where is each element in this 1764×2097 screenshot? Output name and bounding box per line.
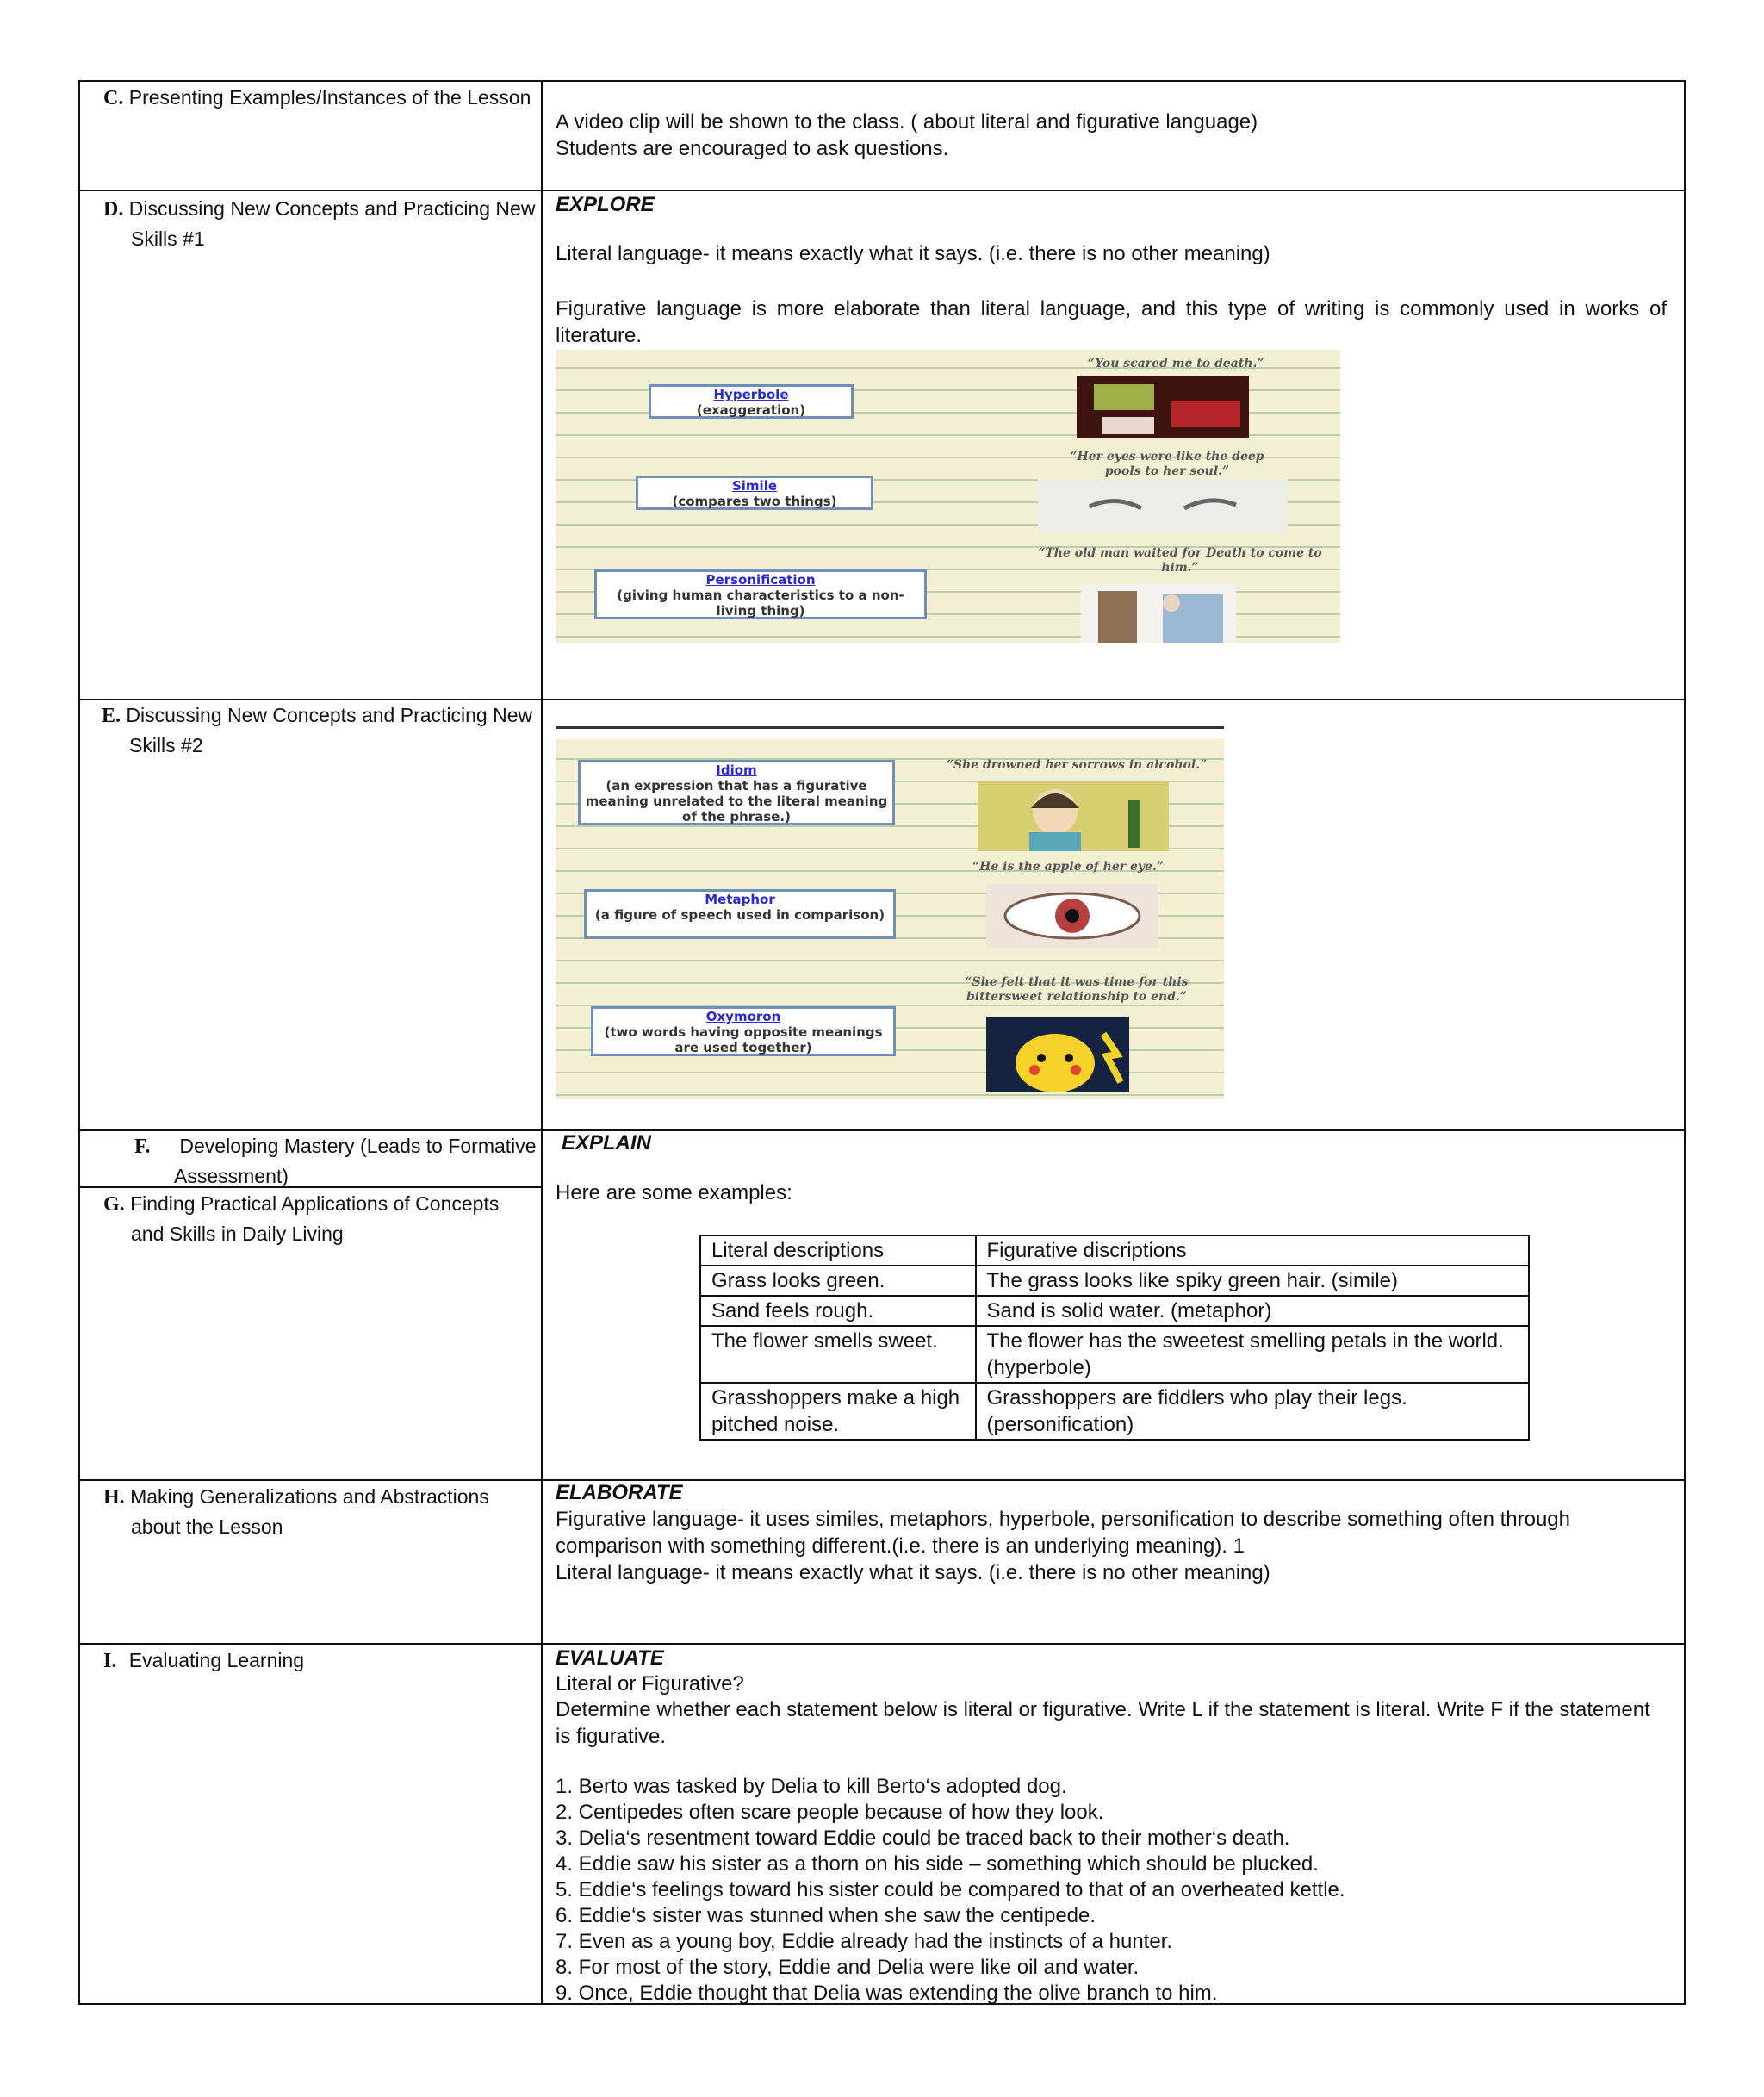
row-f-label-line-2: Assessment) [174,1165,289,1187]
list-item: 8. For most of the story, Eddie and Delia were like oil and water. [556,1956,1140,1979]
table-cell: Grass looks green. [700,1266,976,1296]
metaphor-desc: (a figure of speech used in comparison) [594,907,885,923]
row-c-content [556,109,1667,162]
list-item: 1. Berto was tasked by Delia to kill Berto‘s adopted dog. [556,1775,1067,1798]
graphic-2-top-rule [556,726,1224,729]
figurative-graphic-2 [556,739,1224,1099]
table-cell: Grasshoppers are fiddlers who play their legs. (personification) [976,1383,1530,1440]
row-e-label-line-2: Skills #2 [129,734,203,756]
row-c-label-text: Presenting Examples/Instances of the Lesson [128,86,531,109]
examples-table [699,1235,1530,1441]
row-g-intro: Here are some examples: [556,1181,792,1204]
idiom-box [578,760,895,825]
row-h-literal: Literal language- it means exactly what it says. (i.e. there is no other meaning) [556,1561,1270,1584]
row-f-letter: F. [134,1136,151,1158]
row-i-label-text: Evaluating Learning [128,1649,305,1671]
hyperbole-image [1077,376,1249,438]
row-i-label [103,1646,538,1676]
hyperbole-quote: “You scared me to death.” [1087,357,1264,370]
simile-box [636,476,873,510]
row-divider-c-d [78,190,1686,191]
personification-box [594,569,927,619]
row-d-letter: D. [103,198,124,221]
oxymoron-quote: “She felt that it was time for this bittersweet relationship to end.” [965,975,1189,1004]
personification-quote: “The old man waited for Death to come to him.” [1038,546,1322,575]
row-h-letter: H. [103,1486,125,1509]
row-f-label-line-1: Developing Mastery (Leads to Formative [179,1135,537,1157]
table-cell: Sand feels rough. [700,1296,976,1326]
row-h-header: ELABORATE [556,1481,683,1504]
row-i-instructions: Determine whether each statement below is literal or figurative. Write L if the statement is literal. Write F if the statement is figurative. [556,1698,1650,1748]
row-g-label-line-1: Finding Practical Applications of Concepts [130,1192,500,1215]
table-header-literal: Literal descriptions [700,1235,976,1266]
simile-quote: “Her eyes were like the deep pools to her soul.” [1070,450,1264,478]
table-cell: Sand is solid water. (metaphor) [976,1296,1530,1326]
row-g-label-line-2: and Skills in Daily Living [131,1223,344,1245]
table-row [700,1383,1529,1440]
list-item: 4. Eddie saw his sister as a thorn on his side – something which should be plucked. [556,1852,1319,1876]
row-divider-h-i [78,1643,1686,1645]
row-c-line-1: A video clip will be shown to the class. ( about literal and figurative language) [556,110,1258,134]
hyperbole-box [649,384,854,419]
idiom-desc: (an expression that has a figurative meaning unrelated to the literal meaning of the phrase.) [585,778,888,824]
row-c-letter: C. [103,87,124,109]
personification-desc: (giving human characteristics to a non-living thing) [617,588,904,619]
metaphor-eye-image [986,884,1158,948]
row-g-label [103,1189,538,1248]
row-i-header: EVALUATE [556,1646,664,1670]
row-i-question: Literal or Figurative? [556,1672,744,1696]
list-item: 7. Even as a young boy, Eddie already had the instincts of a hunter. [556,1930,1173,1953]
row-e-letter: E. [102,705,121,727]
table-border-left [78,80,80,2005]
hyperbole-desc: (exaggeration) [696,402,806,418]
figurative-graphic-1 [556,350,1340,643]
metaphor-term: Metaphor [705,892,775,907]
list-item: 2. Centipedes often scare people because of how they look. [556,1801,1104,1824]
list-item: 5. Eddie‘s feelings toward his sister could be compared to that of an overheated kettle. [556,1878,1345,1901]
oxymoron-image [986,1017,1129,1092]
table-cell: The flower smells sweet. [700,1326,976,1383]
table-cell: The flower has the sweetest smelling petals in the world. (hyperbole) [976,1326,1530,1383]
row-d-label-line-2: Skills #1 [131,227,205,250]
row-d-figurative: Figurative language is more elaborate than literal language, and this type of writing is commonly used in works of literature. [556,297,1667,347]
table-cell: The grass looks like spiky green hair. (simile) [976,1266,1530,1296]
table-row [700,1296,1529,1326]
oxymoron-term: Oxymoron [705,1009,781,1024]
simile-eyes-image [1038,479,1288,532]
row-d-label-line-1: Discussing New Concepts and Practicing New [128,197,536,220]
row-d-label [103,194,538,253]
row-e-label [102,700,538,760]
row-h-label-line-1: Making Generalizations and Abstractions [130,1485,489,1508]
metaphor-box [584,889,896,939]
row-divider-g-h [78,1479,1686,1481]
column-divider [541,80,543,2005]
table-header-figurative: Figurative discriptions [976,1235,1530,1266]
row-d-literal: Literal language- it means exactly what it says. (i.e. there is no other meaning) [556,242,1270,265]
row-f-label [134,1131,541,1191]
simile-term: Simile [731,478,778,494]
row-h-label [103,1482,538,1541]
oxymoron-desc: (two words having opposite meanings are used together) [604,1024,883,1055]
personification-term: Personification [705,572,816,588]
list-item: 6. Eddie‘s sister was stunned when she saw the centipede. [556,1904,1096,1927]
list-item: 9. Once, Eddie thought that Delia was extending the olive branch to him. [556,1982,1218,2005]
row-e-label-line-1: Discussing New Concepts and Practicing New [126,704,533,726]
table-row [700,1326,1529,1383]
metaphor-quote: “He is the apple of her eye.” [972,860,1164,874]
row-c-line-2: Students are encouraged to ask questions. [556,137,949,160]
table-border-right [1684,80,1686,2005]
hyperbole-term: Hyperbole [713,387,789,402]
idiom-quote: “She drowned her sorrows in alcohol.” [946,758,1208,772]
oxymoron-box [591,1006,896,1056]
row-h-figurative: Figurative language- it uses similes, metaphors, hyperbole, personification to describe something often through comparison with something different.(i.e. there is an underlying meaning). 1 [556,1508,1570,1558]
row-d-header: EXPLORE [556,193,655,216]
row-c-label [103,83,534,113]
simile-desc: (compares two things) [672,494,837,509]
evaluation-list [556,1774,1667,2007]
table-header-row [700,1235,1529,1266]
row-g-letter: G. [103,1193,125,1216]
table-row [700,1266,1529,1296]
idiom-image [978,782,1169,851]
table-border-top [78,80,1686,82]
list-item: 3. Delia‘s resentment toward Eddie could be traced back to their mother‘s death. [556,1826,1290,1850]
table-cell: Grasshoppers make a high pitched noise. [700,1383,976,1440]
row-i-letter: I. [103,1650,117,1672]
idiom-term: Idiom [716,762,757,778]
personification-image [1081,584,1236,643]
row-g-header: EXPLAIN [562,1131,652,1154]
row-h-label-line-2: about the Lesson [131,1515,283,1538]
